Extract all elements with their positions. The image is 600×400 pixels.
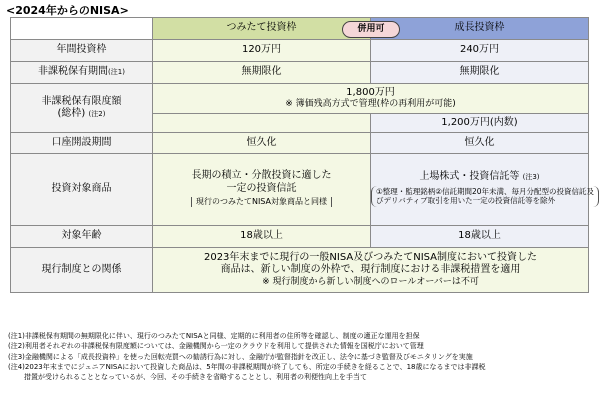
footnote-1: (注1)非課税保有期間の無期限化に伴い、現行のつみたてNISAと同様、定期的に利用者の住所等を確認し、制度の適正な運用を担保 xyxy=(8,332,420,340)
products-label: 投資対象商品 xyxy=(11,154,153,226)
row-holding-period xyxy=(11,62,589,84)
lifetime-limit-method: ※ 簿価残高方式で管理(枠の再利用が可能) xyxy=(285,99,456,110)
row-age xyxy=(11,226,589,248)
footnote-4-continued: 措置が受けられることとなっているが、今回、その手続きを省略することとし、利用者の利便性向上を手当て xyxy=(24,373,367,382)
products-tsumitate-bracket: 現行のつみたてNISA対象商品と同様 xyxy=(191,197,332,207)
account-period-seicho: 恒久化 xyxy=(371,133,589,154)
relation-line2: 商品は、新しい制度の外枠で、現行制度における非課税措置を適用 xyxy=(220,264,521,276)
nisa-comparison-table xyxy=(10,17,594,293)
combined-use-badge: 併用可 xyxy=(342,21,400,38)
page-title: <2024年からのNISA> xyxy=(6,4,129,17)
holding-period-note: (注1) xyxy=(108,68,125,77)
age-label: 対象年齢 xyxy=(11,226,153,248)
products-seicho-note: (注3) xyxy=(522,173,540,182)
products-tsumitate-cell xyxy=(153,154,371,226)
seicho-header-label: 成長投資枠 xyxy=(454,22,505,34)
lifetime-limit-sublabel: (総枠) xyxy=(57,108,86,119)
row-lifetime-limit xyxy=(11,84,589,114)
holding-period-label: 非課税保有期間 xyxy=(38,66,109,78)
header-blank-cell xyxy=(11,18,153,40)
products-seicho-line1: 上場株式・投資信託等 xyxy=(419,171,520,183)
row-relation xyxy=(11,248,589,293)
header-seicho xyxy=(371,18,589,40)
account-period-label: 口座開設期間 xyxy=(11,133,153,154)
lifetime-limit-growth: 1,200万円(内数) xyxy=(371,114,589,133)
lifetime-limit-label: 非課税保有限度額 xyxy=(41,95,122,107)
row-products xyxy=(11,154,589,226)
products-seicho-exclusions: ①整理・監理銘柄②信託期間20年未満、毎月分配型の投資信託及びデリバティブ取引を用いた一定の投資信託等を除外 xyxy=(371,186,599,207)
relation-line1: 2023年末までに現行の一般NISA及びつみたてNISA制度において投資した xyxy=(203,251,538,263)
header-row xyxy=(11,18,589,40)
products-seicho-cell xyxy=(371,154,594,226)
footnote-4: (注4)2023年末までにジュニアNISAにおいて投資した商品は、5年間の非課税期間が終了しても、所定の手続きを経ることで、18歳になるまでは非課税 xyxy=(8,362,486,371)
holding-period-label-cell xyxy=(11,62,153,84)
footnote-2: (注2)利用者それぞれの非課税保有限度額については、金融機関から一定のクラウドを利用して提供された情報を国税庁において管理 xyxy=(8,342,424,351)
holding-period-tsumitate: 無期限化 xyxy=(153,62,371,84)
age-tsumitate: 18歳以上 xyxy=(153,226,371,248)
holding-period-seicho: 無期限化 xyxy=(371,62,589,84)
row-annual-limit xyxy=(11,40,589,62)
footnote-3: (注3)金融機関による「成長投資枠」を使った回転売買への勧誘行為に対し、金融庁が監督指針を改正し、法令に基づき監督及びモニタリングを実施 xyxy=(8,352,473,361)
row-account-period xyxy=(11,133,589,154)
lifetime-limit-tsumitate-empty xyxy=(153,114,371,133)
lifetime-limit-label-cell xyxy=(11,84,153,133)
account-period-tsumitate: 恒久化 xyxy=(153,133,371,154)
products-tsumitate-line2: 一定の投資信託 xyxy=(226,182,297,194)
annual-limit-tsumitate: 120万円 xyxy=(153,40,371,62)
age-seicho: 18歳以上 xyxy=(371,226,589,248)
lifetime-limit-total: 1,800万円 xyxy=(346,86,395,98)
header-tsumitate xyxy=(153,18,385,40)
relation-label: 現行制度との関係 xyxy=(11,248,153,293)
lifetime-limit-total-cell xyxy=(153,84,589,114)
footnotes xyxy=(8,331,594,382)
annual-limit-label: 年間投資枠 xyxy=(11,40,153,62)
tsumitate-header-label: つみたて投資枠 xyxy=(226,22,297,34)
lifetime-limit-note: (注2) xyxy=(88,110,106,118)
products-tsumitate-line1: 長期の積立・分散投資に適した xyxy=(191,170,332,182)
relation-line3: ※ 現行制度から新しい制度へのロールオーバーは不可 xyxy=(262,276,479,287)
annual-limit-seicho: 240万円 xyxy=(371,40,589,62)
relation-cell xyxy=(153,248,589,293)
